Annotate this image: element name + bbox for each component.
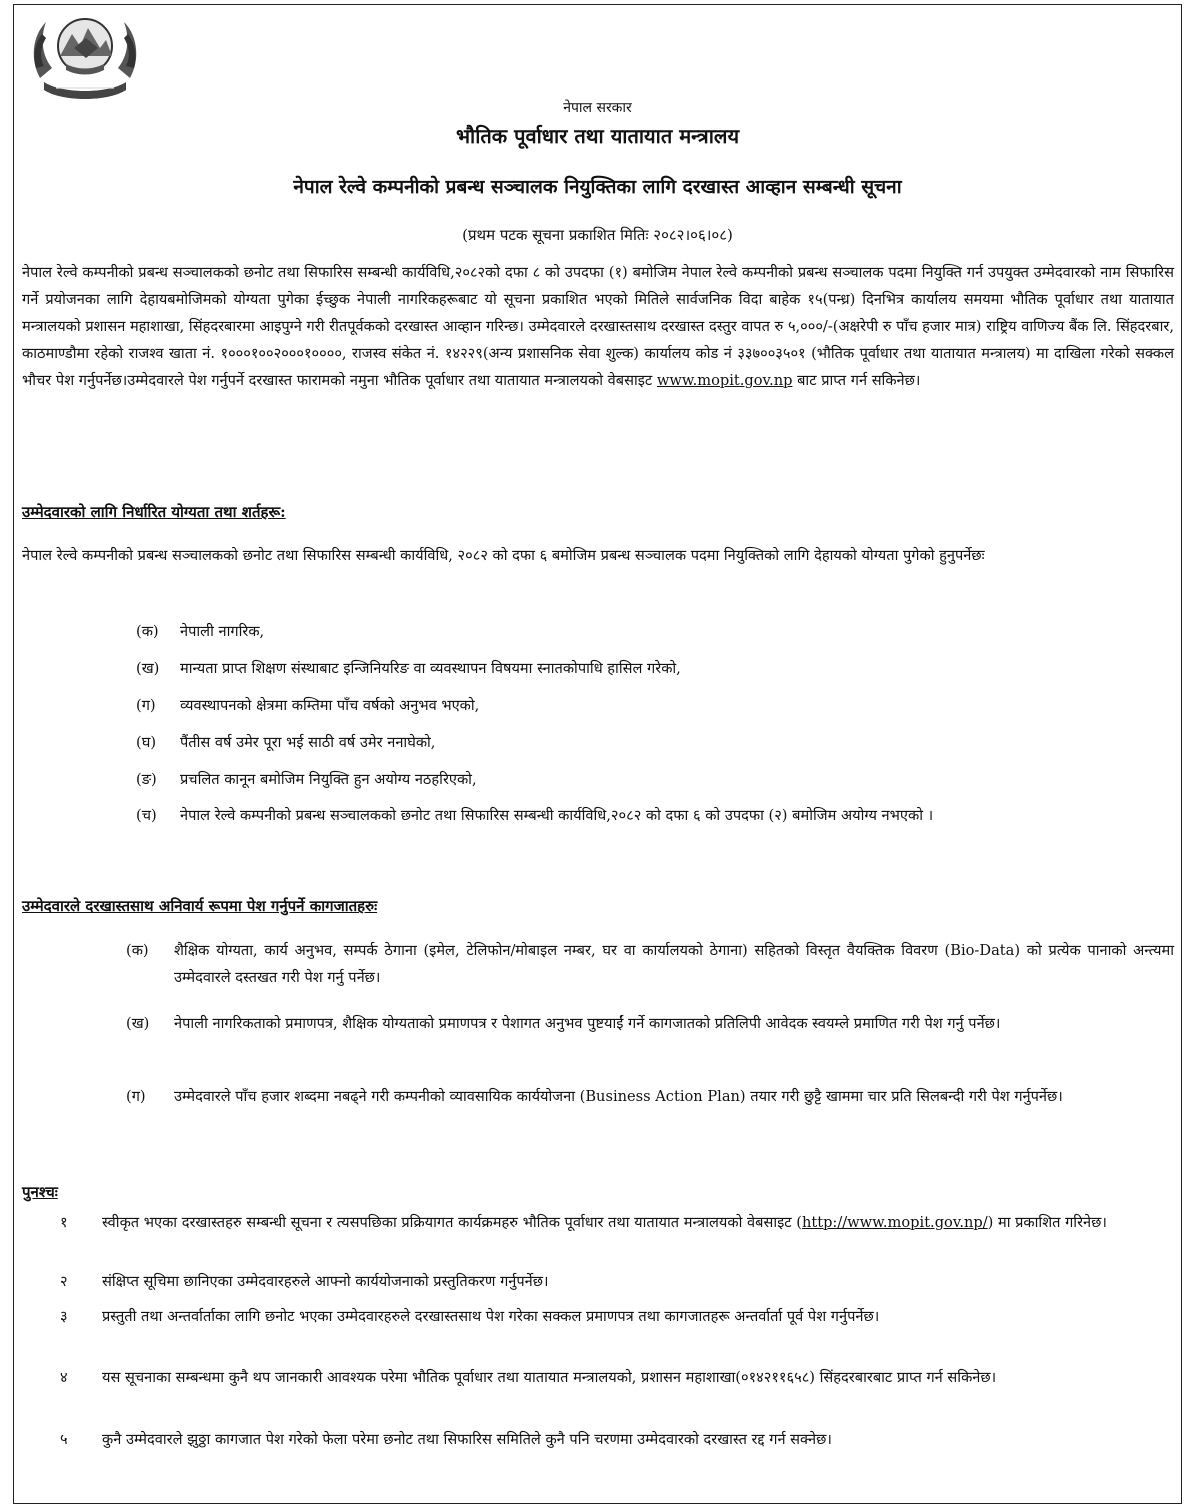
item-text <box>102 1209 1174 1236</box>
document-item <box>126 937 1174 991</box>
item-text: नेपाली नागरिक, <box>180 623 265 640</box>
government-label: नेपाल सरकार <box>563 100 632 116</box>
item-marker: (क) <box>126 942 149 959</box>
item-marker: (ख) <box>136 660 160 677</box>
mopit-website-link[interactable]: www.mopit.gov.np <box>656 372 793 389</box>
item-text: उम्मेदवारले पाँच हजार शब्दमा नबढ्ने गरी कम्पनीको व्यावसायिक कार्ययोजना (Business Action Plan) तयार गरी छुट्टै खाममा चार प्रति सिलबन्दी गरी पेश गर्नुपर्नेछ। <box>174 1088 1063 1105</box>
item-marker: ४ <box>60 1369 68 1386</box>
note-text-end: ) मा प्रकाशित गरिनेछ। <box>987 1214 1107 1231</box>
item-marker: (ग) <box>126 1088 146 1105</box>
item-marker: (ङ) <box>136 771 157 788</box>
intro-text: नेपाल रेल्वे कम्पनीको प्रबन्ध सञ्चालकको छनोट तथा सिफारिस सम्बन्धी कार्यविधि,२०८२को दफा ८ को उपदफा (१) बमोजिम नेपाल रेल्वे कम्पनीको प्रबन्ध सञ्चालक पदमा नियुक्ति गर्न उपयुक्त उम्मेदवारको नाम सिफारिस गर्ने प्रयोजनका लागि देहायबमोजिमको योग्यता पुगेका ईच्छुक नेपाली नागरिकहरूबाट यो सूचना प्रकाशित भएको मितिले सार्वजनिक विदा बाहेक १५(पन्ध्र) दिनभित्र कार्यालय समयमा भौतिक पूर्वाधार तथा यातायात मन्त्रालयको प्रशासन महाशाखा, सिंहदरबारमा आइपुग्ने गरी रीतपूर्वकको दरखास्त आव्हान गरिन्छ। उम्मेदवारले दरखास्तसाथ दरखास्त दस्तुर वापत रु ५,०००/-(अक्षरेपी रु पाँच हजार मात्र) राष्ट्रिय वाणिज्य बैंक लि. सिंहदरबार, काठमाण्डौमा रहेको राजश्व खाता नं. १०००१००२०००१००००, राजस्व संकेत नं. १४२२९(अन्य प्रशासनिक सेवा शुल्क) कार्यालय कोड नं ३३७००३५०१ (भौतिक पूर्वाधार तथा यातायात मन्त्रालय) मा दाखिला गरेको सक्कल भौचर पेश गर्नुपर्नेछ।उम्मेदवारले पेश गर्नुपर्ने दरखास्त फारामको नमुना भौतिक पूर्वाधार तथा यातायात मन्त्रालयको वेबसाइट <box>22 264 1174 389</box>
qualification-item <box>136 655 1174 682</box>
item-marker: (ग) <box>136 697 156 714</box>
ministry-name: भौतिक पूर्वाधार तथा यातायात मन्त्रालय <box>455 124 740 148</box>
document-item <box>126 1083 1174 1110</box>
item-marker: ५ <box>60 1431 68 1448</box>
qualifications-heading: उम्मेदवारको लागि निर्धारित योग्यता तथा शर्तहरू: <box>22 503 286 521</box>
note-item <box>60 1364 1174 1391</box>
item-marker: ३ <box>60 1308 68 1325</box>
note-text: स्वीकृत भएका दरखास्तहरु सम्बन्धी सूचना र त्यसपछिका प्रक्रियागत कार्यक्रमहरु भौतिक पूर्वाधार तथा यातायात मन्त्रालयको वेबसाइट ( <box>102 1214 802 1231</box>
item-marker: (क) <box>136 623 159 640</box>
intro-paragraph <box>22 259 1174 394</box>
nepal-emblem-icon <box>26 8 144 104</box>
publish-date-line: (प्रथम पटक सूचना प्रकाशित मितिः २०८२।०६।०८) <box>462 226 733 244</box>
notes-heading: पुनश्चः <box>22 1183 58 1201</box>
item-marker: २ <box>60 1273 68 1290</box>
documents-heading: उम्मेदवारले दरखास्तसाथ अनिवार्य रूपमा पेश गर्नुपर्ने कागजातहरुः <box>22 897 378 915</box>
notice-title: नेपाल रेल्वे कम्पनीको प्रबन्ध सञ्चालक नियुक्तिका लागि दरखास्त आव्हान सम्बन्धी सूचना <box>293 176 902 198</box>
item-text: नेपाली नागरिकताको प्रमाणपत्र, शैक्षिक योग्यताको प्रमाणपत्र र पेशागत अनुभव पुष्टयाईं गर्ने कागजातको प्रतिलिपी आवेदक स्वयम्ले प्रमाणित गरी पेश गर्नु पर्नेछ। <box>174 1015 1001 1032</box>
item-marker: (च) <box>136 807 157 824</box>
note-item <box>60 1303 1174 1330</box>
note-item <box>60 1268 1174 1295</box>
item-marker: १ <box>60 1214 68 1231</box>
item-text: शैक्षिक योग्यता, कार्य अनुभव, सम्पर्क ठेगाना (इमेल, टेलिफोन/मोबाइल नम्बर, घर वा कार्यालयको ठेगाना) सहितको विस्तृत वैयक्तिक विवरण (Bio-Data) को प्रत्येक पानाको अन्त्यमा उम्मेदवारले दस्तखत गरी पेश गर्नु पर्नेछ। <box>174 942 1174 986</box>
item-text: व्यवस्थापनको क्षेत्रमा कम्तिमा पाँच वर्षको अनुभव भएको, <box>180 697 480 714</box>
intro-text-end: बाट प्राप्त गर्न सकिनेछ। <box>792 372 921 389</box>
item-text: पैंतीस वर्ष उमेर पूरा भई साठी वर्ष उमेर ननाघेको, <box>180 734 436 751</box>
item-text: कुनै उम्मेदवारले झुठ्ठा कागजात पेश गरेको फेला परेमा छनोट तथा सिफारिस समितिले कुनै पनि चरणमा उम्मेदवारको दरखास्त रद्द गर्न सक्नेछ। <box>102 1431 832 1448</box>
qualification-item <box>136 729 1174 756</box>
qualification-item <box>136 802 1174 829</box>
mopit-url-link[interactable]: http://www.mopit.gov.np/ <box>801 1214 988 1231</box>
item-text: संक्षिप्त सूचिमा छानिएका उम्मेदवारहरुले आफ्नो कार्ययोजनाको प्रस्तुतिकरण गर्नुपर्नेछ। <box>102 1273 549 1290</box>
qualifications-intro: नेपाल रेल्वे कम्पनीको प्रबन्ध सञ्चालकको छनोट तथा सिफारिस सम्बन्धी कार्यविधि, २०८२ को दफा ६ बमोजिम प्रबन्ध सञ्चालक पदमा नियुक्तिको लागि देहायको योग्यता पुगेको हुनुपर्नेछः <box>22 547 985 564</box>
note-item <box>60 1426 1174 1453</box>
item-text: प्रचलित कानून बमोजिम नियुक्ति हुन अयोग्य नठहरिएको, <box>180 771 477 788</box>
qualification-item <box>136 618 1174 645</box>
qualification-item <box>136 766 1174 793</box>
item-text: मान्यता प्राप्त शिक्षण संस्थाबाट इन्जिनियरिङ वा व्यवस्थापन विषयमा स्नातकोपाधि हासिल गरेको, <box>180 660 681 677</box>
document-item <box>126 1010 1174 1037</box>
item-text: प्रस्तुती तथा अन्तर्वार्ताका लागि छनोट भएका उम्मेदवारहरुले दरखास्तसाथ पेश गरेका सक्कल प्रमाणपत्र तथा कागजातहरू अन्तर्वार्ता पूर्व पेश गर्नुपर्नेछ। <box>102 1308 880 1325</box>
item-marker: (घ) <box>136 734 157 751</box>
qualification-item <box>136 692 1174 719</box>
note-item <box>60 1209 1174 1236</box>
item-marker: (ख) <box>126 1015 150 1032</box>
item-text: यस सूचनाका सम्बन्धमा कुनै थप जानकारी आवश्यक परेमा भौतिक पूर्वाधार तथा यातायात मन्त्रालयको, प्रशासन महाशाखा(०१४२११६५८) सिंहदरबारबाट प्राप्त गर्न सकिनेछ। <box>102 1369 997 1386</box>
item-text: नेपाल रेल्वे कम्पनीको प्रबन्ध सञ्चालकको छनोट तथा सिफारिस सम्बन्धी कार्यविधि,२०८२ को दफा ६ को उपदफा (२) बमोजिम अयोग्य नभएको । <box>180 807 934 824</box>
